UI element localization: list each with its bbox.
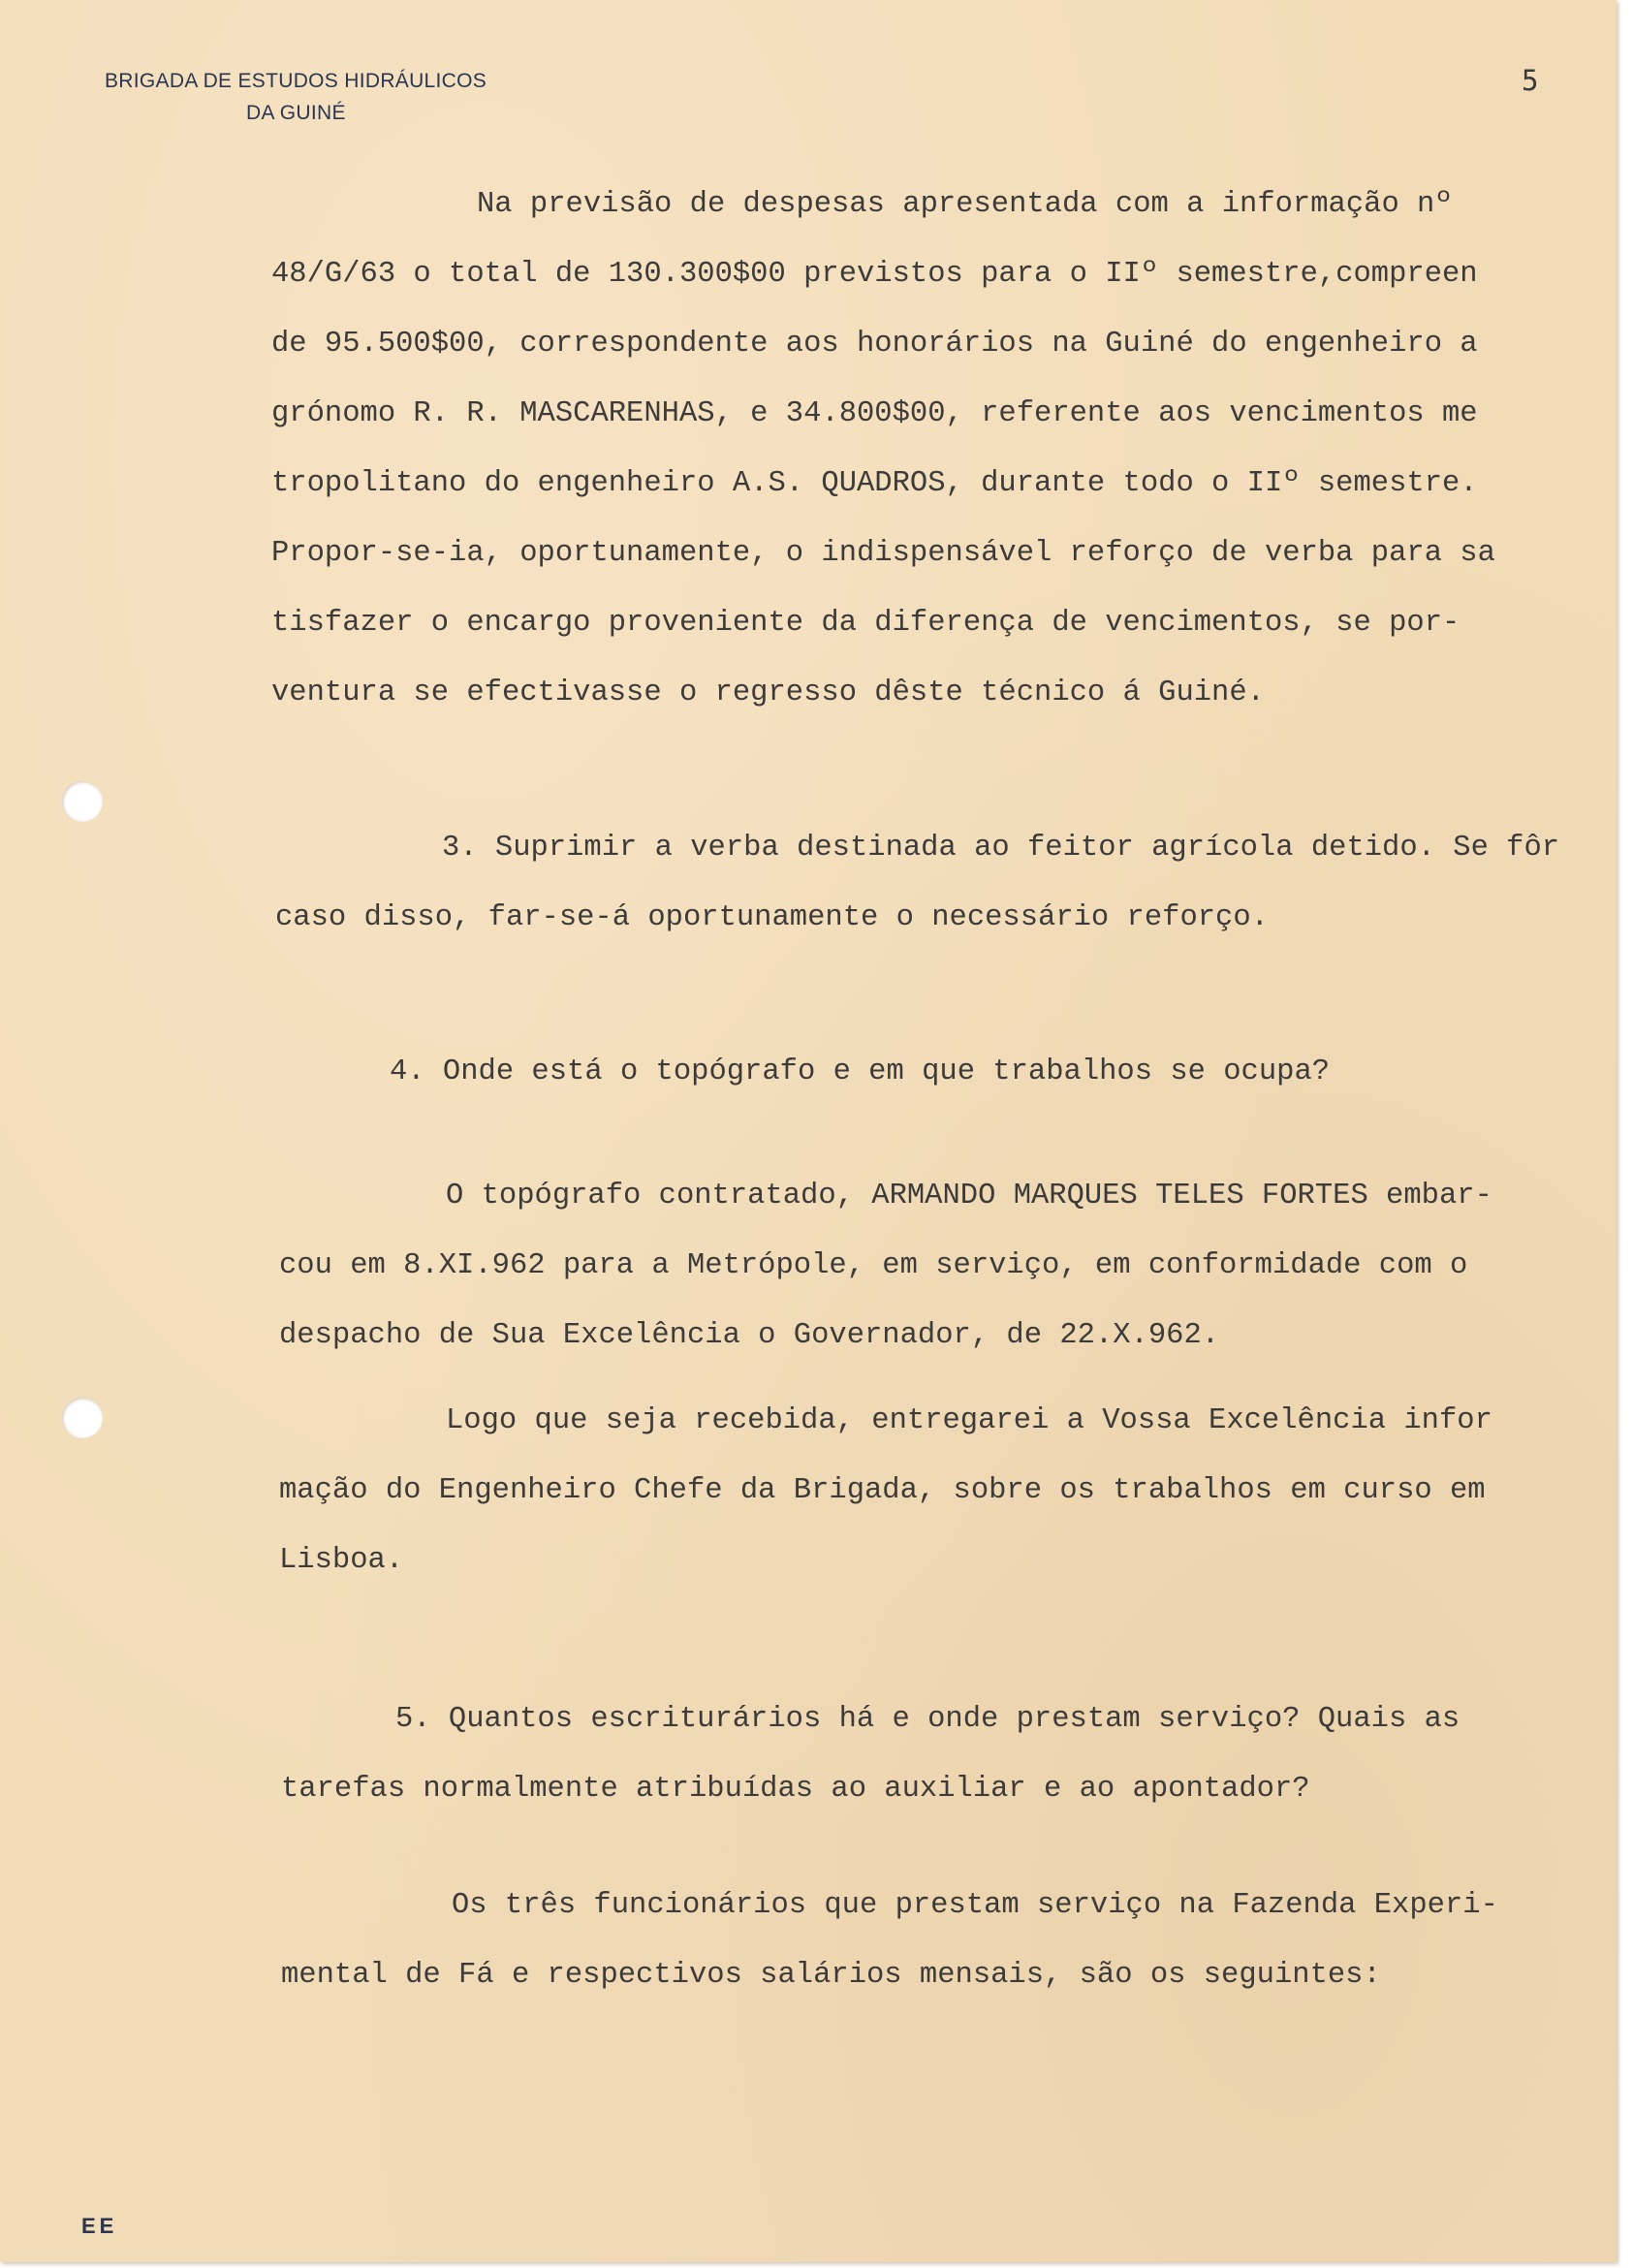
- text-line: Propor-se-ia, oportunamente, o indispensável reforço de verba para sa: [271, 537, 1495, 570]
- text-line: Os três funcionários que prestam serviço na Fazenda Experi-: [452, 1889, 1498, 1922]
- letterhead-line-2: DA GUINÉ: [246, 101, 346, 124]
- text-line: cou em 8.XI.962 para a Metrópole, em serviço, em conformidade com o: [279, 1249, 1468, 1282]
- letterhead: [105, 66, 487, 129]
- letterhead-line-1: BRIGADA DE ESTUDOS HIDRÁULICOS: [105, 70, 487, 92]
- page-number: 5: [1522, 64, 1539, 97]
- text-line: O topógrafo contratado, ARMANDO MARQUES TELES FORTES embar-: [446, 1180, 1492, 1213]
- text-line: tarefas normalmente atribuídas ao auxiliar e ao apontador?: [281, 1773, 1310, 1806]
- paragraph-expense-forecast: [271, 170, 1495, 728]
- text-line: caso disso, far-se-á oportunamente o necessário reforço.: [275, 901, 1269, 934]
- paragraph-item-3: [275, 813, 1559, 953]
- question-item-5: [281, 1685, 1460, 1824]
- footer-initials: EE: [81, 2214, 118, 2238]
- paragraph-item-4-followup: [279, 1386, 1492, 1595]
- answer-item-5: [281, 1871, 1498, 2010]
- text-line: grónomo R. R. MASCARENHAS, e 34.800$00, referente aos vencimentos me: [271, 397, 1478, 430]
- text-line: 5. Quantos escriturários há e onde prestam serviço? Quais as: [395, 1703, 1460, 1736]
- text-line: 3. Suprimir a verba destinada ao feitor agrícola detido. Se fôr: [442, 832, 1560, 865]
- text-line: Na previsão de despesas apresentada com a informação nº: [477, 188, 1453, 221]
- answer-item-4: [279, 1161, 1492, 1370]
- punch-hole-upper: [62, 781, 103, 822]
- question-item-4: [390, 1037, 1330, 1107]
- text-line: ventura se efectivasse o regresso dêste técnico á Guiné.: [271, 677, 1265, 709]
- text-line: mação do Engenheiro Chefe da Brigada, sobre os trabalhos em curso em: [279, 1474, 1486, 1507]
- text-line: tisfazer o encargo proveniente da diferença de vencimentos, se por-: [271, 607, 1460, 640]
- text-line: de 95.500$00, correspondente aos honorários na Guiné do engenheiro a: [271, 328, 1478, 361]
- text-line: tropolitano do engenheiro A.S. QUADROS, durante todo o IIº semestre.: [271, 467, 1478, 500]
- punch-hole-lower: [62, 1398, 103, 1438]
- text-line: Lisboa.: [279, 1544, 404, 1577]
- text-line: 48/G/63 o total de 130.300$00 previstos para o IIº semestre,compreen: [271, 258, 1478, 291]
- text-line: 4. Onde está o topógrafo e em que trabalhos se ocupa?: [390, 1055, 1331, 1088]
- text-line: Logo que seja recebida, entregarei a Vossa Excelência infor: [446, 1404, 1492, 1437]
- text-line: mental de Fá e respectivos salários mensais, são os seguintes:: [281, 1959, 1381, 1992]
- text-line: despacho de Sua Excelência o Governador, de 22.X.962.: [279, 1319, 1220, 1352]
